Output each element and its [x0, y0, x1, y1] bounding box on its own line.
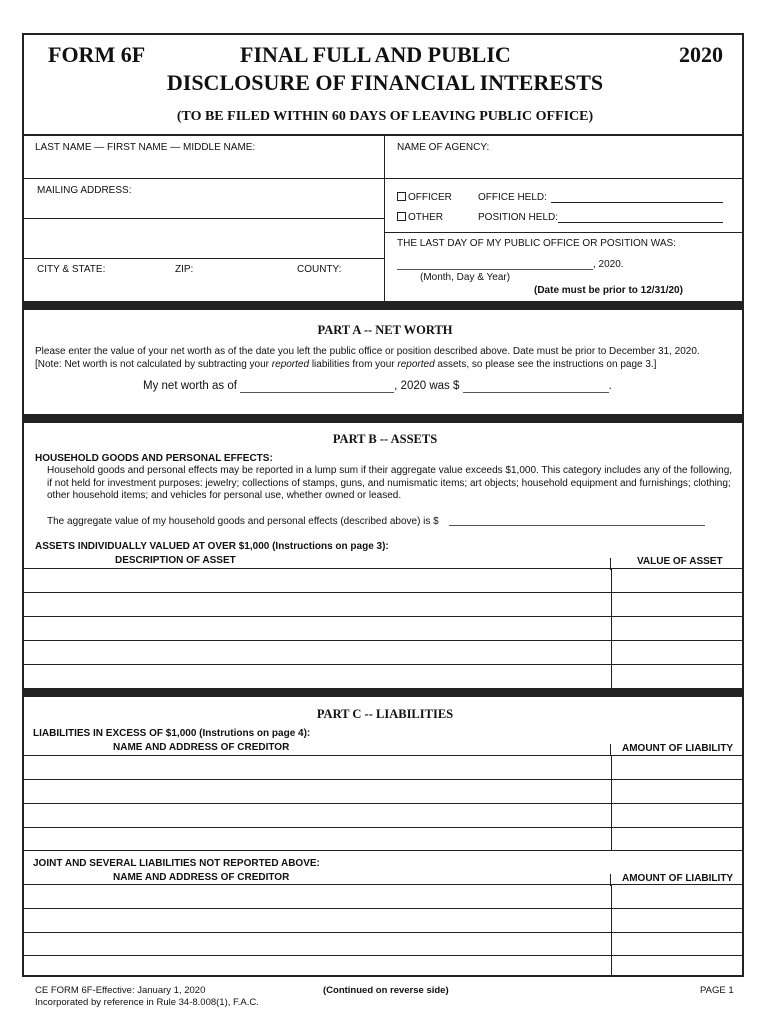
form-title-line1: FINAL FULL AND PUBLIC — [240, 42, 511, 67]
table-row[interactable] — [24, 569, 742, 593]
agency-label: NAME OF AGENCY: — [397, 142, 490, 153]
part-a-heading: PART A -- NET WORTH — [317, 323, 453, 337]
officer-checkbox[interactable] — [397, 192, 406, 201]
part-b-heading: PART B -- ASSETS — [332, 432, 438, 446]
col-creditor-2: NAME AND ADDRESS OF CREDITOR — [113, 872, 290, 883]
table-row[interactable] — [24, 665, 742, 688]
table-row[interactable] — [24, 933, 742, 956]
date-hint: (Month, Day & Year) — [420, 272, 511, 283]
header-divider — [22, 134, 744, 136]
net-worth-period: . — [608, 380, 612, 392]
table-row[interactable] — [24, 804, 742, 828]
office-held-field[interactable] — [551, 202, 723, 203]
net-worth-amount-field[interactable] — [463, 380, 609, 393]
city-top-divider — [22, 258, 384, 259]
household-text-3: other household items; and vehicles for personal use, whether owned or leased. — [47, 490, 402, 501]
identity-col-divider — [384, 134, 385, 301]
table-row[interactable] — [24, 909, 742, 933]
household-text-2: if not held for investment purposes: jewelry; collections of stamps, guns, and numismatic items; art objects; household equipment and furnishings; clothing; — [47, 478, 731, 489]
note-reported-2: reported — [397, 359, 435, 370]
net-worth-statement — [143, 380, 612, 393]
section-bar-b — [22, 414, 744, 423]
officer-option[interactable] — [397, 192, 452, 203]
name-label: LAST NAME — FIRST NAME — MIDDLE NAME: — [35, 142, 256, 153]
table-row[interactable] — [24, 617, 742, 641]
table-row[interactable] — [24, 641, 742, 665]
part-a-instruction-1: Please enter the value of your net worth as of the date you left the public office or position described above. Date must be prior to December 31, 2020. — [35, 346, 700, 357]
note-text-e: assets, so please see the instructions on page 3.] — [434, 359, 657, 370]
liabilities-title: LIABILITIES IN EXCESS OF $1,000 (Instrutions on page 4): — [33, 728, 311, 739]
table-row[interactable] — [24, 780, 742, 804]
last-day-year: , 2020. — [593, 259, 624, 270]
county-label: COUNTY: — [297, 264, 342, 275]
col-description: DESCRIPTION OF ASSET — [115, 555, 236, 566]
footer-effective: CE FORM 6F-Effective: January 1, 2020 — [35, 985, 206, 996]
agency-divider — [384, 178, 744, 179]
office-held-label: OFFICE HELD: — [478, 192, 547, 203]
aggregate-label: The aggregate value of my household goods and personal effects (described above) is $ — [47, 516, 439, 527]
net-worth-date-field[interactable] — [240, 380, 394, 393]
household-text-1: Household goods and personal effects may be reported in a lump sum if their aggregate value exceeds $1,000. This category includes any of the following, — [47, 465, 733, 476]
mailing-divider — [22, 218, 384, 219]
section-bar-a — [22, 301, 744, 310]
form-subtitle: (TO BE FILED WITHIN 60 DAYS OF LEAVING PUBLIC OFFICE) — [176, 109, 594, 124]
form-year: 2020 — [679, 42, 723, 67]
position-held-label: POSITION HELD: — [478, 212, 559, 223]
position-divider — [384, 232, 744, 233]
net-worth-was: , 2020 was $ — [394, 380, 460, 392]
footer-incorporated: Incorporated by reference in Rule 34-8.008(1), F.A.C. — [35, 997, 259, 1008]
note-reported-1: reported — [271, 359, 310, 370]
part-a-instruction-2 — [35, 359, 656, 370]
officer-label: OFFICER — [408, 192, 452, 203]
col-amount-2: AMOUNT OF LIABILITY — [622, 873, 734, 884]
household-title: HOUSEHOLD GOODS AND PERSONAL EFFECTS: — [35, 453, 273, 464]
note-text-a: [Note: Net worth is not calculated by subtracting your — [35, 359, 272, 370]
section-bar-c — [22, 688, 744, 697]
table-row[interactable] — [24, 756, 742, 780]
other-checkbox[interactable] — [397, 212, 406, 221]
mailing-address-label: MAILING ADDRESS: — [37, 185, 132, 196]
col-creditor: NAME AND ADDRESS OF CREDITOR — [113, 742, 290, 753]
last-day-field[interactable] — [397, 269, 593, 270]
other-option[interactable] — [397, 212, 443, 223]
zip-label: ZIP: — [175, 264, 194, 275]
form-number: FORM 6F — [48, 42, 146, 67]
city-state-label: CITY & STATE: — [37, 264, 106, 275]
name-divider — [22, 178, 384, 179]
footer-page: PAGE 1 — [700, 985, 734, 996]
footer-continued: (Continued on reverse side) — [323, 985, 449, 996]
net-worth-label: My net worth as of — [143, 380, 237, 392]
joint-title: JOINT AND SEVERAL LIABILITIES NOT REPORTED ABOVE: — [33, 858, 320, 869]
assets-title: ASSETS INDIVIDUALLY VALUED AT OVER $1,000 (Instructions on page 3): — [35, 541, 389, 552]
date-note: (Date must be prior to 12/31/20) — [534, 285, 683, 296]
part-c-heading: PART C -- LIABILITIES — [316, 707, 454, 721]
table-row[interactable] — [24, 885, 742, 909]
aggregate-value-field[interactable] — [449, 525, 705, 526]
form-title-line2: DISCLOSURE OF FINANCIAL INTERESTS — [166, 70, 604, 95]
table-row[interactable] — [24, 828, 742, 851]
table-row[interactable] — [24, 956, 742, 975]
last-day-label: THE LAST DAY OF MY PUBLIC OFFICE OR POSITION WAS: — [397, 238, 676, 249]
col-amount: AMOUNT OF LIABILITY — [622, 743, 734, 754]
other-label: OTHER — [408, 212, 443, 223]
table-row[interactable] — [24, 593, 742, 617]
note-text-c: liabilities from your — [309, 359, 398, 370]
position-held-field[interactable] — [558, 222, 723, 223]
col-value: VALUE OF ASSET — [637, 556, 723, 567]
